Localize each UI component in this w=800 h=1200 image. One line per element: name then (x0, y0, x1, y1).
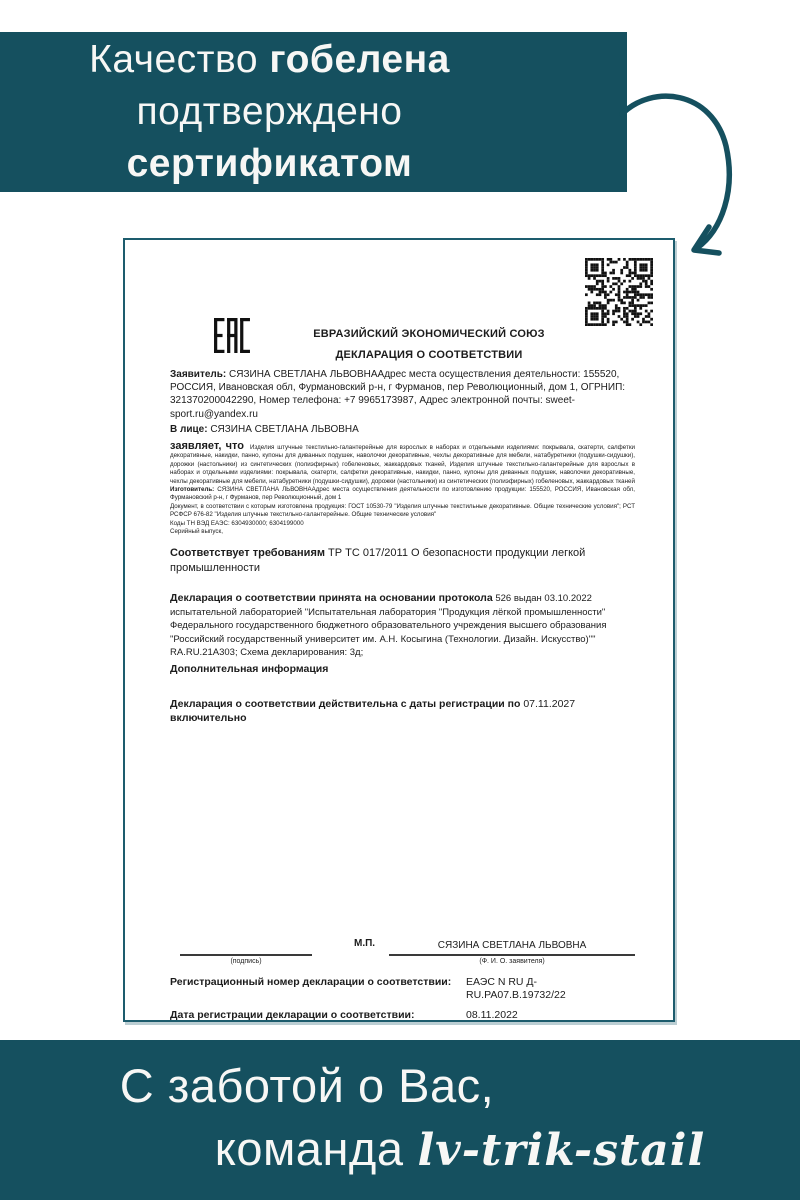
in-person-label: В лице: (170, 423, 208, 435)
top-banner (0, 32, 627, 192)
registration-date-row (170, 1009, 635, 1022)
signature-caption: (подпись) (230, 958, 262, 965)
complies-paragraph (170, 546, 635, 576)
certificate-document (123, 238, 675, 1022)
union-title: ЕВРАЗИЙСКИЙ ЭКОНОМИЧЕСКИЙ СОЮЗ (313, 328, 545, 340)
banner-line3-bold: сертификатом (126, 142, 413, 185)
applicant-paragraph (170, 368, 635, 421)
protocol-paragraph (170, 592, 635, 660)
banner-line1-bold: гобелена (269, 38, 450, 81)
brand-name: lv-trik-stail (417, 1125, 706, 1176)
signature-row (170, 938, 635, 965)
protocol-text: 526 выдан 03.10.2022 испытательной лабораторией "Испытательная лаборатория "Продукция лёгкой промышленности" Федерального государственного бюджетного образовательного учреждения высшего образования "Российский государственный университет им. А.Н. Косыгина (Технологии. Дизайн. Искусство)"" RA.RU.21A303; Схема декларирования: 3д; (170, 593, 607, 659)
bottom-banner (0, 1040, 800, 1200)
banner-line-2: подтверждено (136, 90, 403, 133)
stamp-place-label: М.П. (354, 938, 376, 949)
banner-line1-regular: Качество (89, 38, 270, 81)
signature-column (180, 942, 312, 965)
signatory-column (389, 940, 635, 965)
serial-paragraph: Серийный выпуск, (170, 528, 223, 536)
declares-paragraph (170, 442, 635, 486)
signatory-caption: (Ф. И. О. заявителя) (479, 958, 545, 965)
validity-date: 07.11.2027 (520, 697, 576, 710)
signature-area (170, 938, 635, 1022)
protocol-label: Декларация о соответствии принята на основании протокола (170, 592, 493, 605)
manufacturer-text: СЯЗИНА СВЕТЛАНА ЛЬВОВНААдрес места осуществления деятельности по изготовлению продукции: 155520, РОССИЯ, Ивановская обл, Фурмановский р-н, г Фурманов, пер Революционный, дом 1 (170, 486, 635, 502)
footer-line-2 (0, 1121, 800, 1176)
banner-line-3 (0, 138, 539, 190)
registration-number-row (170, 976, 635, 1002)
certificate-body (170, 368, 635, 726)
qr-code-icon (585, 258, 653, 326)
validity-suffix: включительно (170, 712, 247, 725)
manufacturer-paragraph (170, 486, 635, 503)
footer-line-1: С заботой о Вас, (119, 1059, 495, 1112)
validity-paragraph (170, 697, 635, 726)
codes-paragraph: Коды ТН ВЭД ЕАЭС: 6304930000; 6304199000 (170, 519, 304, 527)
signature-line (180, 942, 312, 956)
applicant-label: Заявитель: (170, 369, 227, 380)
complies-text: ТР ТС 017/2011 О безопасности продукции легкой промышленности (170, 547, 586, 575)
manufacturer-label: Изготовитель: (170, 486, 215, 494)
registration-date-value: 08.11.2022 (466, 1009, 518, 1021)
footer-line2-regular: команда (214, 1122, 404, 1175)
declaration-title: ДЕКЛАРАЦИЯ О СООТВЕТСТВИИ (335, 349, 523, 361)
additional-info-label: Дополнительная информация (170, 662, 329, 675)
curved-arrow-down-icon (614, 88, 746, 258)
banner-line-1 (0, 34, 539, 86)
registration-number-value: ЕАЭС N RU Д-RU.РА07.В.19732/22 (466, 976, 566, 1001)
document-paragraph: Документ, в соответствии с которым изготовлена продукция: ГОСТ 10530-79 "Изделия штучные текстильные декоративные. Общие технические условия"; РСТ РСФСР 676-82 "Изделия штучные текстильно-галантерейные. Общие технические условия" (170, 502, 635, 519)
in-person-paragraph (170, 423, 635, 436)
complies-label: Соответствует требованиям (170, 547, 325, 560)
applicant-text: СЯЗИНА СВЕТЛАНА ЛЬВОВНААдрес места осуществления деятельности: 155520, РОССИЯ, Ивановская обл, Фурмановский р-н, г Фурманов, пер Революционный, дом 1, ОГРНИП: 321370200042290, Номер телефона: +7 9965173987, Адрес электронной почты: sweet-sport.ru@yandex.ru (170, 369, 626, 420)
signatory-name: СЯЗИНА СВЕТЛАНА ЛЬВОВНА (389, 940, 635, 956)
validity-label: Декларация о соответствии действительна с даты регистрации по (170, 697, 521, 710)
registration-date-label: Дата регистрации декларации о соответствии: (170, 1009, 415, 1021)
declares-text: Изделия штучные текстильно-галантерейные для взрослых в наборах и отдельными изделиями: покрывала, скатерти, салфетки декоративные, накидки, панно, купоны для диванных подушек, наволочки декоративные, чехлы декоративные для мебели, натабуретники (подушки-сидушки), дорожки (настольники) из синтетических (полиэфирных) гобеленовых, жаккардовых тканей, Изделия штучные текстильно-галантерейные для взрослых в наборах и отдельными изделиями: покрывала, скатерти, салфетки декоративные, накидки, панно, купоны для диванных подушек, наволочки декоративные, чехлы декоративные для мебели, натабуретники (подушки-сидушки), дорожки (настольники) из синтетических (полиэфирных) гобеленовых, жаккардовых тканей (170, 444, 635, 485)
certificate-header (185, 328, 673, 361)
in-person-text: СЯЗИНА СВЕТЛАНА ЛЬВОВНА (207, 423, 359, 435)
declares-label: заявляет, что (170, 440, 244, 453)
registration-number-label: Регистрационный номер декларации о соответствии: (170, 976, 452, 988)
